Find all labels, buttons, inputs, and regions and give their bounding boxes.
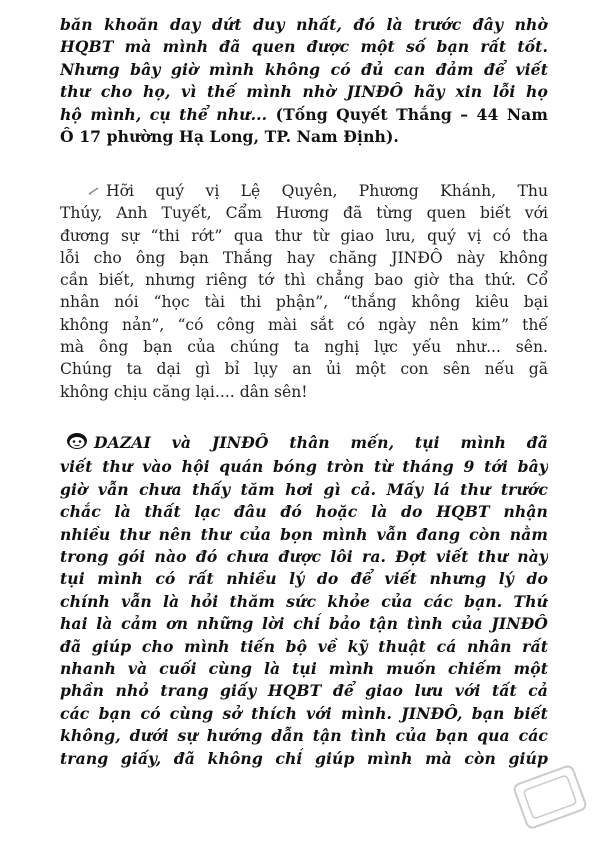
text-line: không chịu căng lại.... dân sên!	[60, 382, 308, 401]
text-line: đương sự “thi rớt” qua thư từ giao lưu, quý vị có tha	[60, 226, 548, 245]
text-line: Thúy, Anh Tuyết, Cẩm Hương đã từng quen biết với	[60, 204, 548, 223]
text-line: HQBT mà mình đã quen được một số bạn rất tốt.	[60, 37, 548, 57]
text-line: các bạn có cùng sở thích với mình. JINĐÔ, bạn biết	[60, 703, 548, 723]
text-line: hai là cảm ơn những lời chỉ bảo tận tình của JINĐÔ	[60, 614, 548, 634]
text-line: chắc là thất lạc đâu đó hoặc là do HQBT nhận	[60, 502, 548, 522]
text-line: trong gói nào đó chưa được lôi ra. Đợt viết thư này	[60, 547, 548, 567]
signature-address: Ô 17 phường Hạ Long, TP. Nam Định).	[60, 127, 399, 147]
text-line: giờ vẫn chưa thấy tăm hơi gì cả. Mấy lá thư trước	[60, 479, 548, 499]
text-line: Chúng ta dại gì bỉ lụy an ủi một con sên nếu gã	[60, 360, 548, 379]
text-fragment: hộ mình, cụ thể như...	[60, 104, 268, 124]
text-line: nhanh và cuối cùng là tụi mình muốn chiếm một	[60, 659, 548, 679]
text-line: lỗi cho ông bạn Thắng hay chăng JINĐÔ này không	[60, 248, 548, 267]
text-line: băn khoăn day dứt duy nhất, đó là trước đây nhờ	[60, 15, 548, 34]
text-line: Nhưng bây giờ mình không có đủ can đảm để viết	[60, 59, 548, 79]
editor-reply	[60, 180, 548, 403]
text-line	[60, 432, 548, 456]
letter-excerpt-1	[60, 14, 548, 148]
text-line: thư cho họ, vì thế mình nhờ JINĐÔ hãy xin lỗi họ	[60, 82, 548, 102]
text-line: mà ông bạn của chúng ta nghị lực yếu như... sên.	[60, 338, 548, 357]
text-line: viết thư vào hội quán bóng tròn từ tháng 9 tới bây	[60, 457, 548, 477]
text-fragment: DAZAI và JINĐÔ thân mến, tụi mình đã	[94, 433, 548, 452]
text-line: nhân nói “học tài thi phận”, “thắng không kiêu bại	[60, 293, 548, 312]
text-line	[60, 126, 548, 148]
reader-face-icon	[66, 432, 88, 456]
text-line: không nản”, “có công mài sắt có ngày nên kim” thế	[60, 315, 548, 334]
text-line: không, dưới sự hướng dẫn tận tình của bạn qua các	[60, 726, 548, 746]
letter-excerpt-2	[60, 432, 548, 770]
text-line: phần nhỏ trang giấy HQBT để giao lưu với tất cả	[60, 681, 548, 701]
text-line	[60, 180, 548, 202]
text-line: tụi mình có rất nhiều lý do để viết nhưng lý do	[60, 569, 548, 589]
signature: (Tống Quyết Thắng – 44 Nam	[275, 104, 548, 124]
text-line: trang giấy, đã không chỉ giúp mình mà còn giúp	[60, 748, 548, 768]
text-line: nhiều thư nên thư của bọn mình vẫn đang còn nằm	[60, 524, 548, 544]
text-line: chính vẫn là hỏi thăm sức khỏe của các bạn. Thứ	[60, 591, 548, 611]
text-line: cần biết, nhưng riêng tớ thì chẳng bao giờ tha thứ. Cổ	[60, 271, 548, 290]
pen-icon	[88, 180, 100, 202]
text-fragment: Hỡi quý vị Lệ Quyên, Phương Khánh, Thu	[106, 182, 548, 200]
text-line: đã giúp cho mình tiến bộ về kỹ thuật cá nhân rất	[60, 636, 548, 656]
watermark-stamp	[513, 760, 587, 834]
text-line	[60, 104, 548, 126]
